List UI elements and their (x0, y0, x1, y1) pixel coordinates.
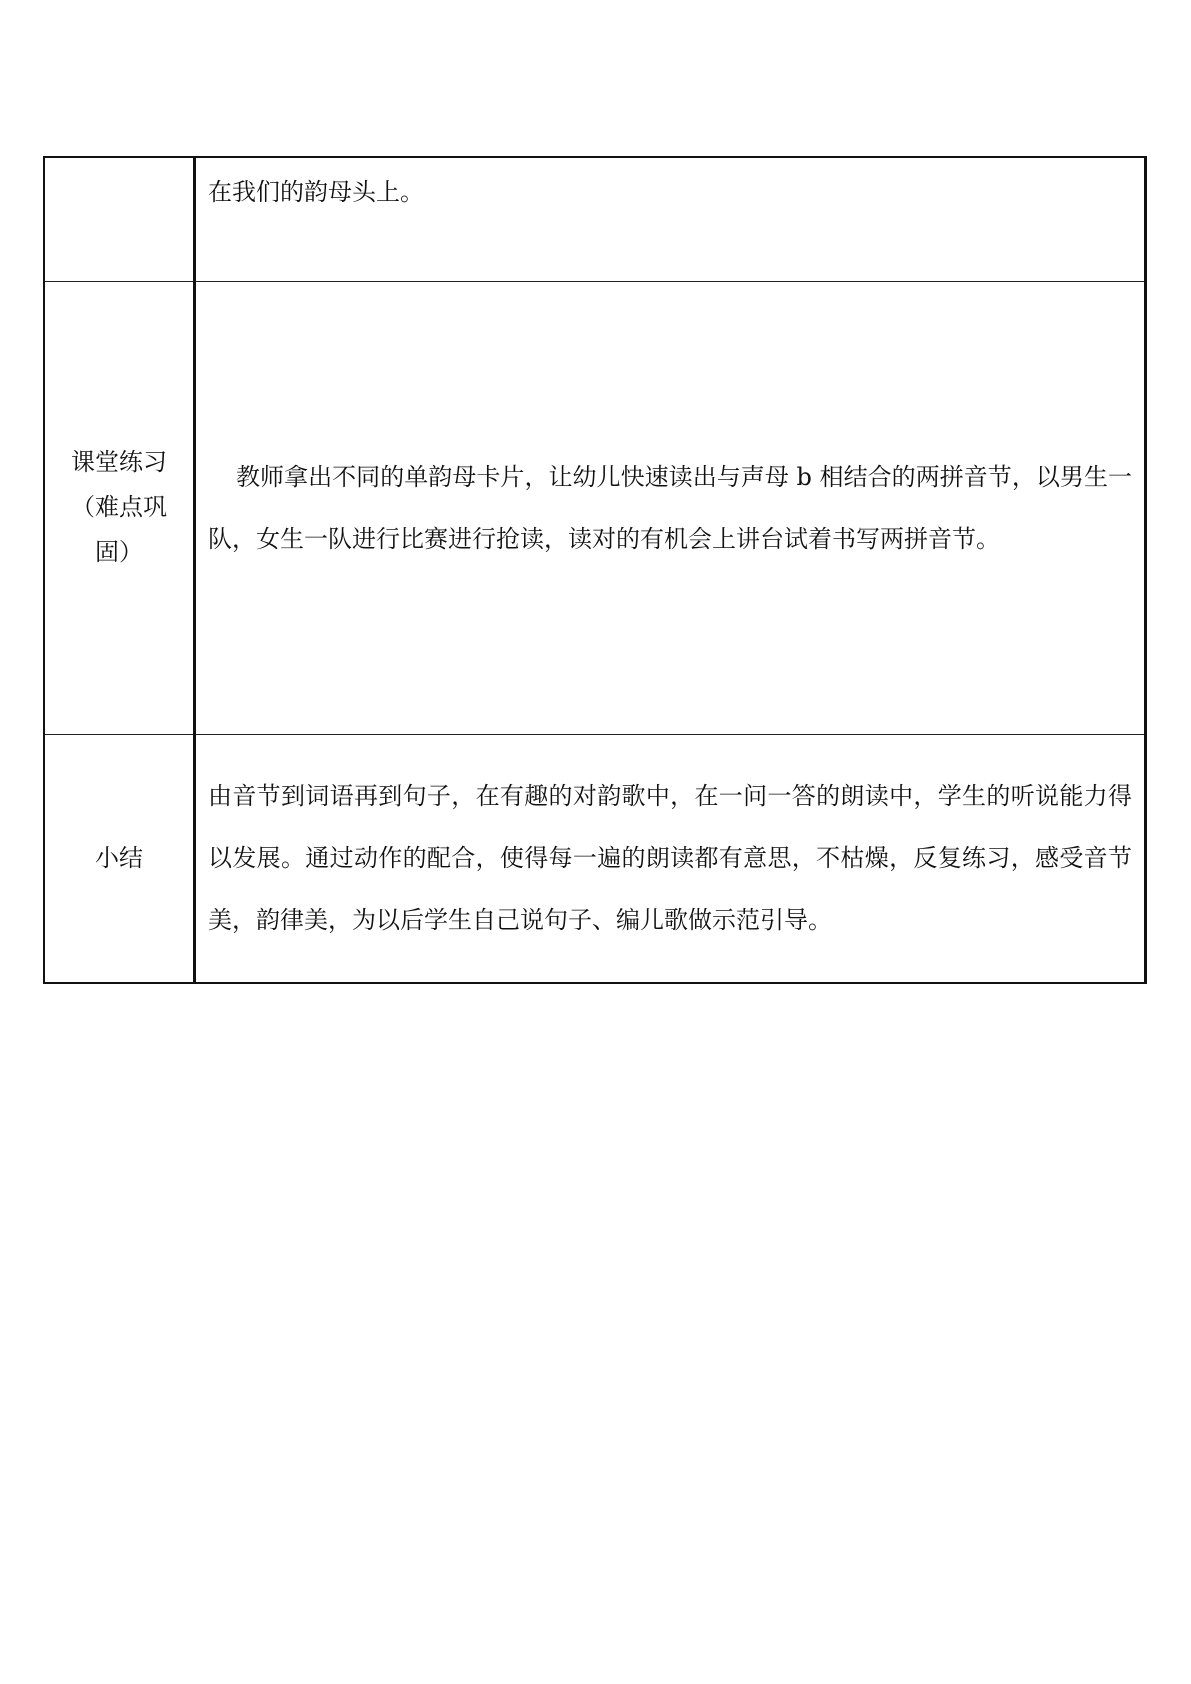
row-content-text: 教师拿出不同的单韵母卡片，让幼儿快速读出与声母 b 相结合的两拼音节，以男生一队，女生一队进行比赛进行抢读，读对的有机会上讲台试着书写两拼音节。 (208, 462, 1132, 553)
row-label-cell (44, 157, 195, 281)
table-row (44, 157, 1146, 281)
row-content-text: 由音节到词语再到句子，在有趣的对韵歌中，在一问一答的朗读中，学生的听说能力得以发展。通过动作的配合，使得每一遍的朗读都有意思，不枯燥，反复练习，感受音节美，韵律美，为以后学生自己说句子、编儿歌做示范引导。 (208, 782, 1132, 935)
row-label-line: 小结 (95, 843, 143, 872)
row-content-cell (195, 734, 1146, 983)
row-content-cell (195, 281, 1146, 734)
row-label-line: 固） (95, 538, 143, 566)
lesson-plan-table (43, 156, 1147, 984)
table-row (44, 281, 1146, 734)
row-label-line: （难点巩 (71, 493, 167, 521)
row-content-text: 在我们的韵母头上。 (208, 178, 424, 206)
table-row (44, 734, 1146, 983)
row-content-cell (195, 157, 1146, 281)
row-label-cell (44, 734, 195, 983)
row-label-cell (44, 281, 195, 734)
row-label-line: 课堂练习 (71, 448, 167, 476)
